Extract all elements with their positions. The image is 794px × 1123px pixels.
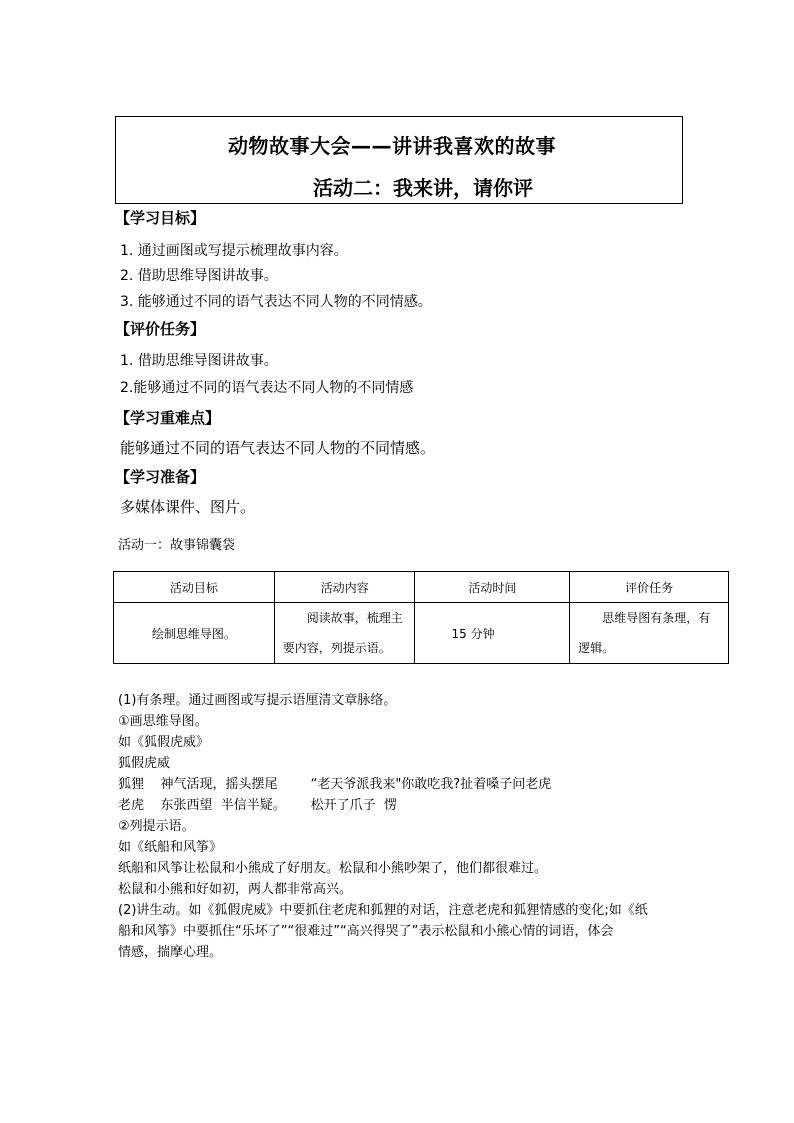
note-line: ②列提示语。 (118, 819, 195, 834)
table-cell: 绘制思维导图。 (114, 603, 275, 664)
key-heading: 【学习重难点】 (115, 409, 221, 427)
note-line: 狐狸 神气活现，摇头摆尾 “老天爷派我来"你敢吃我?扯着嗓子问老虎 (118, 777, 552, 792)
prep-heading: 【学习准备】 (115, 468, 206, 486)
goal-item-3: 3. 能够通过不同的语气表达不同人物的不同情感。 (120, 294, 432, 310)
task-item-1: 1. 借助思维导图讲故事。 (120, 353, 278, 369)
table-row (114, 603, 729, 664)
page-title: 动物故事大会——讲讲我喜欢的故事 (228, 134, 556, 158)
activity1-label: 活动一：故事锦囊袋 (118, 538, 236, 553)
table-cell: 阅读故事，梳理主要内容，列提示语。 (274, 603, 415, 664)
table-header-cell: 活动时间 (415, 572, 570, 603)
table-header-row (114, 572, 729, 603)
activity-table (113, 571, 729, 664)
note-line: (2)讲生动。如《狐假虎威》中要抓住老虎和狐狸的对话，注意老虎和狐狸情感的变化;如《纸 (118, 903, 648, 918)
note-line: 狐假虎威 (118, 756, 171, 771)
note-line: 情感，揣摩心理。 (118, 945, 223, 960)
key-text: 能够通过不同的语气表达不同人物的不同情感。 (120, 439, 436, 457)
task-item-2: 2.能够通过不同的语气表达不同人物的不同情感 (120, 380, 414, 396)
table-header-cell: 活动内容 (274, 572, 415, 603)
goals-heading: 【学习目标】 (115, 209, 206, 227)
page-subtitle: 活动二：我来讲，请你评 (313, 176, 533, 200)
note-line: ①画思维导图。 (118, 714, 208, 729)
note-line: 老虎 东张西望 半信半疑。 松开了爪子 愣 (118, 798, 397, 813)
note-line: 纸船和风筝让松鼠和小熊成了好朋友。松鼠和小熊吵架了，他们都很难过。 (118, 861, 548, 876)
prep-text: 多媒体课件、图片。 (120, 498, 256, 516)
note-line: 船和风筝》中要抓住“乐坏了”“很难过”“高兴得哭了”表示松鼠和小熊心情的词语，体会 (118, 924, 614, 939)
table-cell: 15 分钟 (415, 603, 570, 664)
table-header-cell: 活动目标 (114, 572, 275, 603)
note-line: 如《纸船和风筝》 (118, 840, 223, 855)
goal-item-1: 1. 通过画图或写提示梳理故事内容。 (120, 243, 348, 259)
tasks-heading: 【评价任务】 (115, 320, 206, 338)
note-line: (1)有条理。通过画图或写提示语厘清文章脉络。 (118, 693, 397, 708)
note-line: 松鼠和小熊和好如初，两人都非常高兴。 (118, 882, 353, 897)
note-line: 如《狐假虎威》 (118, 735, 210, 750)
table-cell: 思维导图有条理，有逻辑。 (570, 603, 729, 664)
table-header-cell: 评价任务 (570, 572, 729, 603)
goal-item-2: 2. 借助思维导图讲故事。 (120, 268, 278, 284)
